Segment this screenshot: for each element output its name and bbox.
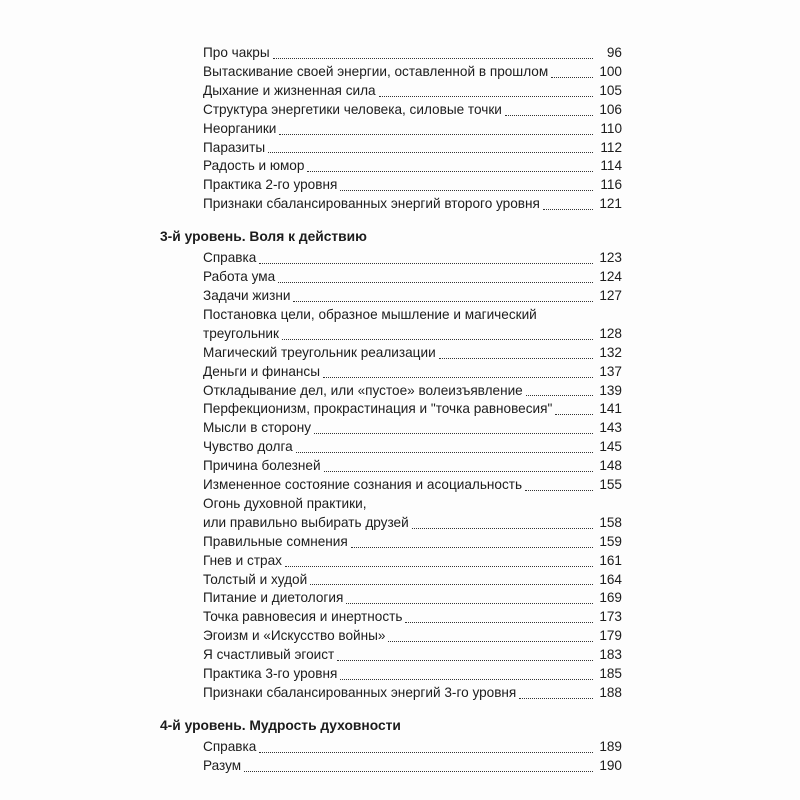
toc-entry-page: 189: [599, 738, 622, 754]
toc-entry-page: 161: [599, 552, 622, 568]
table-of-contents: [160, 44, 622, 776]
toc-entry: [160, 495, 622, 533]
toc-entry-page: 164: [599, 571, 622, 587]
toc-entry-title-line: или правильно выбирать друзей: [203, 514, 409, 530]
toc-entry-title-line: Огонь духовной практики,: [203, 495, 367, 511]
dot-leader: [324, 471, 593, 472]
toc-entry: [160, 63, 622, 82]
toc-entry-page: 100: [599, 63, 622, 79]
toc-entry: [160, 101, 622, 120]
toc-entry-title: Структура энергетики человека, силовые точки: [203, 101, 502, 117]
dot-leader: [307, 171, 593, 172]
toc-entry-page: 145: [599, 439, 622, 455]
dot-leader: [519, 698, 593, 699]
dot-leader: [296, 452, 593, 453]
toc-entry-page: 148: [599, 458, 622, 474]
toc-entry-title: Магический треугольник реализации: [203, 344, 436, 360]
dot-leader: [293, 301, 593, 302]
toc-entry: [160, 457, 622, 476]
toc-entry-title: Справка: [203, 250, 257, 266]
toc-entry: [160, 157, 622, 176]
toc-entry-title: Правильные сомнения: [203, 533, 348, 549]
toc-entry-page: 123: [599, 250, 622, 266]
toc-entry-title: Разум: [203, 757, 242, 773]
toc-entry-title: Откладывание дел, или «пустое» волеизъявление: [203, 382, 523, 398]
toc-entry-title: Практика 3-го уровня: [203, 666, 338, 682]
toc-entry-page: 190: [599, 757, 622, 773]
toc-entry: [160, 665, 622, 684]
toc-entry-page: 173: [599, 609, 622, 625]
toc-entry-title: Измененное состояние сознания и асоциальность: [203, 477, 523, 493]
toc-top-list: [160, 44, 622, 214]
dot-leader: [555, 414, 593, 415]
dot-leader: [439, 358, 593, 359]
toc-entry-page: 155: [599, 477, 622, 493]
toc-entry-page: 116: [600, 177, 622, 193]
dot-leader: [279, 134, 593, 135]
toc-entry-page: 169: [599, 590, 622, 606]
toc-level-3-list: [160, 249, 622, 703]
toc-entry: [160, 44, 622, 63]
toc-entry: [160, 400, 622, 419]
toc-entry: [160, 363, 622, 382]
dot-leader: [526, 395, 593, 396]
toc-entry-page: 106: [599, 101, 622, 117]
toc-entry-title: Перфекционизм, прокрастинация и "точка равновесия": [203, 401, 553, 417]
dot-leader: [337, 660, 593, 661]
toc-entry: [160, 476, 622, 495]
toc-entry: [160, 627, 622, 646]
toc-entry-page: 124: [599, 269, 622, 285]
toc-entry-title: Про чакры: [203, 45, 270, 60]
toc-entry-title: Задачи жизни: [203, 287, 291, 303]
dot-leader: [273, 58, 593, 59]
toc-entry-page: 158: [599, 514, 622, 530]
toc-entry-title: Дыхание и жизненная сила: [203, 82, 376, 98]
section-heading-level-3: 3-й уровень. Воля к действию: [160, 229, 367, 245]
toc-entry: [160, 646, 622, 665]
toc-entry-title: [160, 495, 622, 533]
toc-entry: [160, 287, 622, 306]
toc-entry-title: Справка: [203, 738, 257, 754]
toc-entry: [160, 249, 622, 268]
toc-entry-title: Признаки сбалансированных энергий 3-го уровня: [203, 685, 517, 700]
toc-entry-page: 96: [606, 45, 622, 60]
dot-leader: [346, 603, 593, 604]
section-heading-level-4: 4-й уровень. Мудрость духовности: [160, 717, 401, 733]
toc-entry-page: 128: [599, 325, 622, 341]
dot-leader: [285, 566, 593, 567]
toc-entry-page: 112: [600, 139, 622, 155]
dot-leader: [543, 209, 593, 210]
toc-entry-title-line: Постановка цели, образное мышление и магический: [203, 306, 537, 322]
dot-leader: [323, 377, 593, 378]
toc-entry-title: Питание и диетология: [203, 590, 344, 606]
dot-leader: [340, 190, 593, 191]
toc-entry-title: Причина болезней: [203, 458, 321, 474]
toc-entry-title: Чувство долга: [203, 439, 293, 455]
toc-entry: [160, 306, 622, 344]
toc-entry: [160, 552, 622, 571]
toc-entry-page: 114: [600, 158, 622, 174]
dot-leader: [379, 96, 593, 97]
dot-leader: [259, 263, 593, 264]
toc-entry-page: 188: [599, 685, 622, 700]
toc-entry: [160, 438, 622, 457]
toc-entry-title: Работа ума: [203, 269, 276, 285]
dot-leader: [268, 152, 593, 153]
toc-entry: [160, 139, 622, 158]
toc-entry-page: 143: [599, 420, 622, 436]
toc-entry-page: 137: [599, 363, 622, 379]
dot-leader: [244, 771, 593, 772]
dot-leader: [388, 641, 593, 642]
toc-entry-page: 121: [599, 196, 622, 212]
toc-entry-title: Толстый и худой: [203, 571, 308, 587]
toc-entry: [160, 757, 622, 776]
toc-entry-page: 110: [600, 120, 622, 136]
dot-leader: [278, 282, 593, 283]
toc-entry: [160, 268, 622, 287]
toc-entry: [160, 571, 622, 590]
dot-leader: [314, 433, 593, 434]
toc-entry-title: [160, 306, 622, 344]
dot-leader: [282, 339, 593, 340]
toc-entry: [160, 82, 622, 101]
dot-leader: [551, 77, 593, 78]
toc-entry-page: 141: [599, 401, 622, 417]
toc-entry-title: Неорганики: [203, 120, 277, 136]
toc-entry-page: 132: [599, 344, 622, 360]
dot-leader: [412, 528, 593, 529]
toc-entry-title: Паразиты: [203, 139, 266, 155]
toc-entry: [160, 419, 622, 438]
toc-entry-page: 159: [599, 533, 622, 549]
dot-leader: [525, 490, 593, 491]
toc-entry-title: Вытаскивание своей энергии, оставленной в прошлом: [203, 63, 549, 79]
dot-leader: [505, 115, 593, 116]
toc-entry: [160, 195, 622, 214]
toc-entry: [160, 120, 622, 139]
toc-level-4-list: [160, 738, 622, 776]
toc-entry-title: Признаки сбалансированных энергий второго уровня: [203, 196, 540, 212]
toc-entry-page: 139: [599, 382, 622, 398]
dot-leader: [340, 679, 593, 680]
toc-entry-page: 183: [599, 647, 622, 663]
toc-entry: [160, 738, 622, 757]
toc-entry-title: Деньги и финансы: [203, 363, 320, 379]
toc-entry-title: Радость и юмор: [203, 158, 305, 174]
toc-entry: [160, 382, 622, 401]
toc-entry-title: Мысли в сторону: [203, 420, 312, 436]
toc-entry: [160, 344, 622, 363]
toc-entry-page: 179: [599, 628, 622, 644]
toc-entry-title: Точка равновесия и инертность: [203, 609, 403, 625]
toc-entry-page: 127: [599, 287, 622, 303]
toc-entry: [160, 176, 622, 195]
toc-entry-page: 185: [599, 666, 622, 682]
toc-entry: [160, 533, 622, 552]
toc-entry-title: Эгоизм и «Искусство войны»: [203, 628, 386, 644]
toc-entry-title: Гнев и страх: [203, 552, 282, 568]
toc-entry: [160, 589, 622, 608]
dot-leader: [405, 622, 593, 623]
dot-leader: [259, 752, 593, 753]
toc-entry-title: Я счастливый эгоист: [203, 647, 335, 663]
toc-entry: [160, 608, 622, 627]
toc-entry-title: Практика 2-го уровня: [203, 177, 338, 193]
dot-leader: [351, 547, 593, 548]
toc-entry: [160, 684, 622, 703]
dot-leader: [310, 584, 593, 585]
toc-entry-title-line: треугольник: [203, 325, 279, 341]
toc-entry-page: 105: [599, 82, 622, 98]
